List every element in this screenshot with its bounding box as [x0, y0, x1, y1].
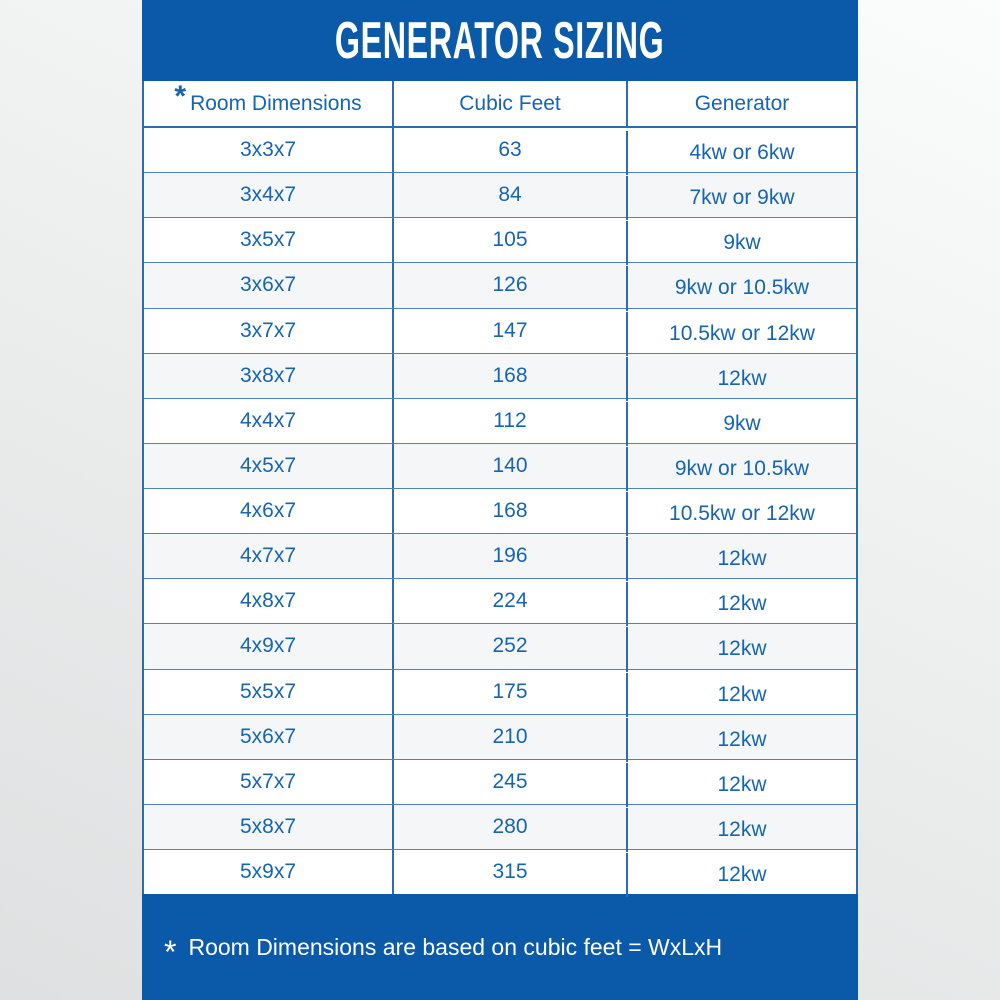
table-row	[144, 262, 856, 307]
table-cell-generator: 9kw	[626, 402, 856, 446]
table-cell-cubic-feet: 112	[392, 399, 626, 443]
table-cell-generator: 12kw	[626, 537, 856, 581]
table-cell-generator: 7kw or 9kw	[626, 176, 856, 220]
column-header-room-dimensions	[144, 81, 392, 126]
table-cell-generator: 12kw	[626, 853, 856, 897]
footer-note: * Room Dimensions are based on cubic feet = WxLxH	[164, 933, 723, 970]
table-row	[144, 172, 856, 217]
table-cell-generator: 12kw	[626, 718, 856, 762]
table-cell-dimensions: 5x5x7	[239, 679, 297, 703]
table-cell-cubic-feet: 147	[392, 309, 626, 353]
table-cell-dimensions: 3x3x7	[239, 138, 297, 162]
table-cell-dimensions: 4x5x7	[239, 453, 297, 477]
column-header-label: Room Dimensions	[190, 91, 362, 115]
table-cell-cubic-feet: 126	[392, 263, 626, 307]
table-cell-dimensions: 3x4x7	[239, 183, 297, 207]
table-cell-cubic-feet: 84	[392, 173, 626, 217]
table-cell-generator: 4kw or 6kw	[626, 131, 856, 175]
table-cell-generator: 9kw	[626, 221, 856, 265]
column-header-cubic-feet	[392, 81, 626, 126]
table-cell-generator: 12kw	[626, 808, 856, 852]
table-row	[144, 353, 856, 398]
table-cell-dimensions: 3x6x7	[239, 273, 297, 297]
table-cell-generator: 12kw	[626, 763, 856, 807]
table-row	[144, 849, 856, 894]
table-cell-generator: 9kw or 10.5kw	[626, 266, 856, 310]
table-row	[144, 217, 856, 262]
table-row	[144, 443, 856, 488]
title-band	[142, 0, 858, 81]
table-header-row	[144, 81, 856, 128]
table-row	[144, 488, 856, 533]
table-cell-generator: 12kw	[626, 673, 856, 717]
table-cell-cubic-feet: 210	[392, 715, 626, 759]
table-cell-cubic-feet: 105	[392, 218, 626, 262]
table-cell-cubic-feet: 175	[392, 670, 626, 714]
table-cell-dimensions: 5x9x7	[239, 860, 297, 884]
asterisk-icon: *	[174, 81, 187, 113]
table-cell-cubic-feet: 315	[392, 850, 626, 894]
table-row	[144, 578, 856, 623]
table-cell-dimensions: 4x4x7	[239, 408, 297, 432]
table-cell-cubic-feet: 280	[392, 805, 626, 849]
table-row	[144, 128, 856, 172]
column-header-label: Cubic Feet	[459, 91, 561, 115]
table-cell-dimensions: 4x8x7	[239, 589, 297, 613]
table-cell-dimensions: 4x9x7	[239, 634, 297, 658]
table-cell-cubic-feet: 168	[392, 354, 626, 398]
table-row	[144, 623, 856, 668]
table-cell-generator: 10.5kw or 12kw	[626, 312, 856, 356]
table-cell-dimensions: 5x7x7	[239, 769, 297, 793]
table-row	[144, 714, 856, 759]
table-cell-cubic-feet: 252	[392, 624, 626, 668]
table-cell-cubic-feet: 168	[392, 489, 626, 533]
sizing-table	[142, 81, 858, 894]
table-cell-generator: 12kw	[626, 582, 856, 626]
table-row	[144, 669, 856, 714]
table-row	[144, 759, 856, 804]
table-cell-dimensions: 5x6x7	[239, 724, 297, 748]
footer-note-text: Room Dimensions are based on cubic feet = WxLxH	[188, 933, 723, 960]
table-cell-dimensions: 3x5x7	[239, 228, 297, 252]
page-title: GENERATOR SIZING	[335, 11, 665, 70]
table-cell-generator: 10.5kw or 12kw	[626, 492, 856, 536]
table-cell-cubic-feet: 224	[392, 579, 626, 623]
table-cell-dimensions: 4x6x7	[239, 499, 297, 523]
table-cell-dimensions: 3x8x7	[239, 363, 297, 387]
table-cell-cubic-feet: 63	[392, 128, 626, 172]
generator-sizing-panel	[142, 0, 858, 1000]
table-cell-cubic-feet: 140	[392, 444, 626, 488]
table-cell-generator: 12kw	[626, 627, 856, 671]
table-row	[144, 398, 856, 443]
table-cell-dimensions: 3x7x7	[239, 318, 297, 342]
table-cell-cubic-feet: 245	[392, 760, 626, 804]
footer-band	[142, 894, 858, 1000]
table-row	[144, 533, 856, 578]
table-cell-generator: 12kw	[626, 357, 856, 401]
column-header-generator	[626, 81, 856, 126]
column-header-label: Generator	[694, 91, 790, 115]
table-cell-dimensions: 5x8x7	[239, 814, 297, 838]
table-cell-cubic-feet: 196	[392, 534, 626, 578]
table-row	[144, 308, 856, 353]
table-cell-dimensions: 4x7x7	[239, 544, 297, 568]
table-row	[144, 804, 856, 849]
table-cell-generator: 9kw or 10.5kw	[626, 447, 856, 491]
